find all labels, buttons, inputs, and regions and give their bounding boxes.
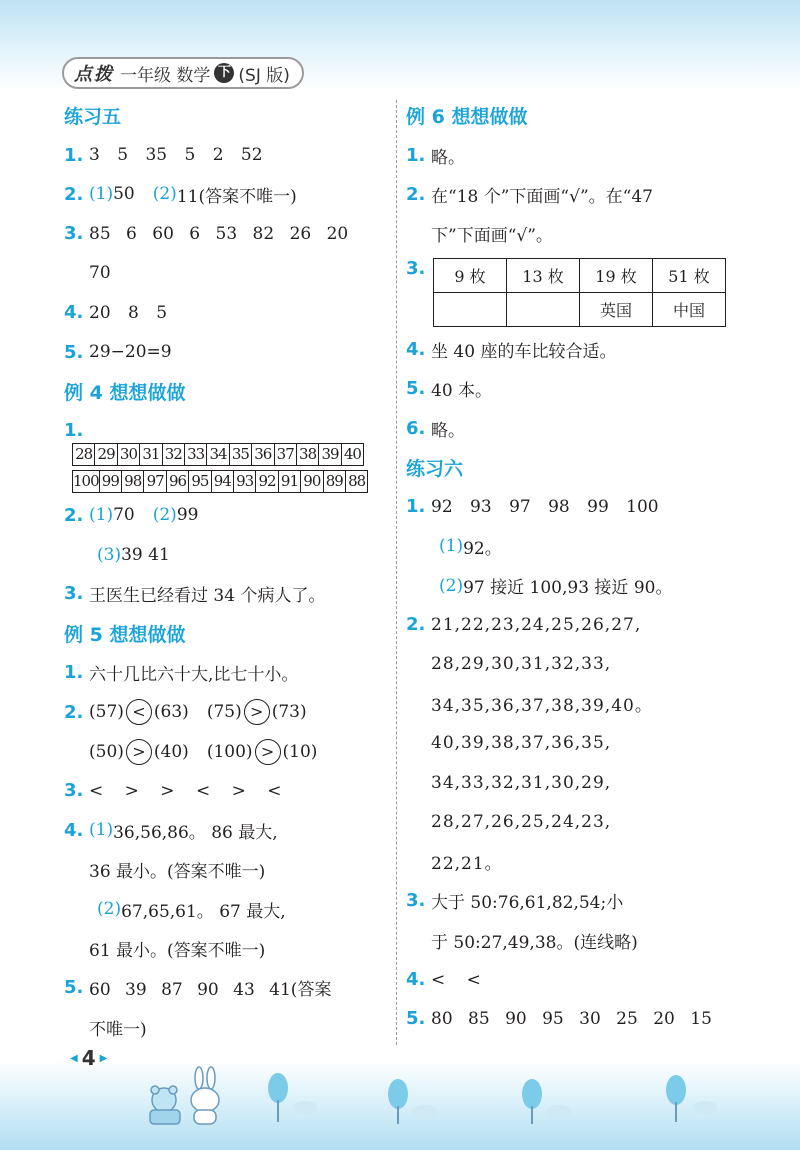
country-cell: 中国 (653, 292, 726, 326)
number-cell: 98 (122, 470, 144, 492)
answer-line: 不唯一) (89, 1019, 147, 1040)
answer-line: 1. 六十几比六十大,比七十小。 (64, 662, 299, 686)
tree-icon (268, 1073, 718, 1124)
coin-cell: 9 枚 (434, 258, 507, 292)
country-cell: 英国 (580, 292, 653, 326)
answer-line: 5. 60 39 87 90 43 41(答案 (64, 977, 332, 1001)
coin-table (433, 258, 726, 327)
answer-line: 1. 略。 (406, 144, 465, 168)
answer-line: 70 (89, 263, 111, 284)
compare-sign: > (255, 739, 281, 765)
country-cell (434, 292, 507, 326)
answer-line: 34,35,36,37,38,39,40。 (431, 696, 653, 717)
compare-sign: > (244, 699, 270, 725)
number-cell: 38 (296, 443, 318, 465)
answer-line: 2. (1) 50 (2) 11(答案不唯一) (64, 183, 297, 207)
number-cell: 30 (117, 443, 139, 465)
number-cell: 32 (162, 443, 184, 465)
answer-line: (50) > (40) (100) > (10) (64, 732, 390, 771)
coin-cell: 13 枚 (507, 258, 580, 292)
answer-line: 2. 21,22,23,24,25,26,27, (406, 614, 642, 636)
answer-line: 1. (64, 420, 84, 442)
section-title: 例 6 想想做做 (406, 106, 528, 129)
section-title: 练习五 (64, 106, 122, 129)
left-column (64, 96, 390, 1047)
number-cell: 35 (229, 443, 251, 465)
number-cell: 29 (95, 443, 117, 465)
grade-badge: 下 (214, 63, 234, 83)
coin-cell: 51 枚 (653, 258, 726, 292)
right-column: 例 6 想想做做 1. 略。 2. 在“18 个”下面画“√”。在“47 下”下面画“√”。 3. 9 枚 13 枚 19 枚 51 枚 英国 中国 4. 坐 40 座的车比较合适。 5. 40 本。 6. 略。 练习六 1. 92 93 97 98 99 100 (1) 92。 (2) 97 接近 100,93 接近 90。 2. 21,22,23,24,25,26,27, 28,29,30,31,32,33, 34,35,36,37,38,39,40。 40,39,38,37,36,35, 34,33,32,31,30,29, 28,27,26,25,24,23, 22,21。 3. 大于 50:76,61,82,54;小 于 50:27,49,38。(连线略) 4. < < 5. 80 85 90 95 30 25 20 15 (406, 96, 736, 1039)
answer-line: 22,21。 (431, 853, 503, 874)
answer-line: 4. 坐 40 座的车比较合适。 (406, 338, 617, 362)
column-divider (396, 100, 397, 1045)
answer-line: 5. 40 本。 (406, 378, 493, 402)
arrow-left-icon: ◀ (70, 1052, 78, 1064)
answer-line: 6. 略。 (406, 417, 465, 441)
page-header (62, 58, 304, 88)
number-cell: 92 (256, 470, 278, 492)
compare-sign: < (126, 699, 152, 725)
number-cell: 34 (207, 443, 229, 465)
coin-cell: 19 枚 (580, 258, 653, 292)
answer-line: 2. 在“18 个”下面画“√”。在“47 (406, 183, 653, 207)
country-cell (507, 292, 580, 326)
number-cell: 94 (211, 470, 233, 492)
number-cell: 39 (319, 443, 341, 465)
number-cell: 99 (99, 470, 121, 492)
brand-tag (62, 57, 304, 89)
answer-line: 36 最小。(答案不唯一) (89, 862, 266, 883)
number-cell: 89 (323, 470, 345, 492)
section-title: 例 5 想想做做 (64, 623, 186, 646)
number-cell: 37 (274, 443, 296, 465)
answer-line: 3. 大于 50:76,61,82,54;小 (406, 890, 624, 914)
page-number: ◀ 4 ▶ (70, 1046, 108, 1070)
section-title: 练习六 (406, 457, 464, 480)
number-cell: 88 (345, 470, 367, 492)
edition-label: (SJ 版) (238, 65, 290, 86)
compare-sign: > (126, 739, 152, 765)
arrow-right-icon: ▶ (99, 1052, 108, 1064)
answer-line: (2) 67,65,61。 67 最大, (97, 899, 286, 922)
number-cell: 90 (301, 470, 323, 492)
number-cell: 96 (166, 470, 188, 492)
answer-line: 3. < > > < > < (64, 780, 282, 802)
answer-line: 4. < < (406, 969, 481, 990)
answer-line: (3) 39 41 (97, 544, 170, 565)
number-cell: 100 (73, 472, 99, 491)
answer-line: 4. (1) 36,56,86。 86 最大, (64, 819, 278, 843)
number-cell: 36 (252, 443, 274, 465)
bunny-icon (191, 1067, 219, 1124)
section-title: 例 4 想想做做 (64, 381, 186, 404)
answer-line: 1. 3 5 35 5 2 52 (64, 144, 263, 166)
number-table-2 (72, 470, 368, 493)
answer-line: 5. 80 85 90 95 30 25 20 15 (406, 1008, 712, 1030)
answer-line: 28,27,26,25,24,23, (431, 811, 612, 832)
answer-line: 1. 92 93 97 98 99 100 (406, 496, 659, 518)
answer-line: 2. (1) 70 (2) 99 (64, 504, 199, 526)
number-cell: 31 (140, 443, 162, 465)
book-title: 一年级 数学 (120, 65, 211, 86)
answer-line: 34,33,32,31,30,29, (431, 772, 612, 793)
number-cell: 95 (189, 470, 211, 492)
answer-line: 61 最小。(答案不唯一) (89, 941, 266, 961)
number-cell: 91 (278, 470, 300, 492)
answer-line: 3. 85 6 60 6 53 82 26 20 (64, 223, 349, 245)
answer-line: (2) 97 接近 100,93 接近 90。 (439, 575, 673, 599)
brand-logo: 点拨 (74, 64, 114, 85)
number-cell: 33 (184, 443, 206, 465)
number-cell: 97 (144, 470, 166, 492)
answer-line: (1) 92。 (439, 536, 502, 559)
answer-line: 于 50:27,49,38。(连线略) (431, 932, 638, 953)
number-table-1 (72, 443, 364, 466)
answer-line: 下”下面画“√”。 (431, 226, 553, 247)
decoration-illustration (0, 1060, 800, 1140)
answer-line: 40,39,38,37,36,35, (431, 733, 612, 754)
number-cell: 93 (233, 470, 255, 492)
answer-line: 2. (57) < (63) (75) > (73) (64, 692, 390, 731)
answer-line: 4. 20 8 5 (64, 302, 168, 324)
answer-line: 5. 29−20=9 (64, 341, 172, 363)
number-cell: 28 (73, 443, 95, 465)
answer-line: 3. 王医生已经看过 34 个病人了。 (64, 583, 326, 607)
bear-icon (150, 1086, 180, 1124)
answer-line: 28,29,30,31,32,33, (431, 654, 612, 675)
number-cell: 40 (341, 443, 363, 465)
